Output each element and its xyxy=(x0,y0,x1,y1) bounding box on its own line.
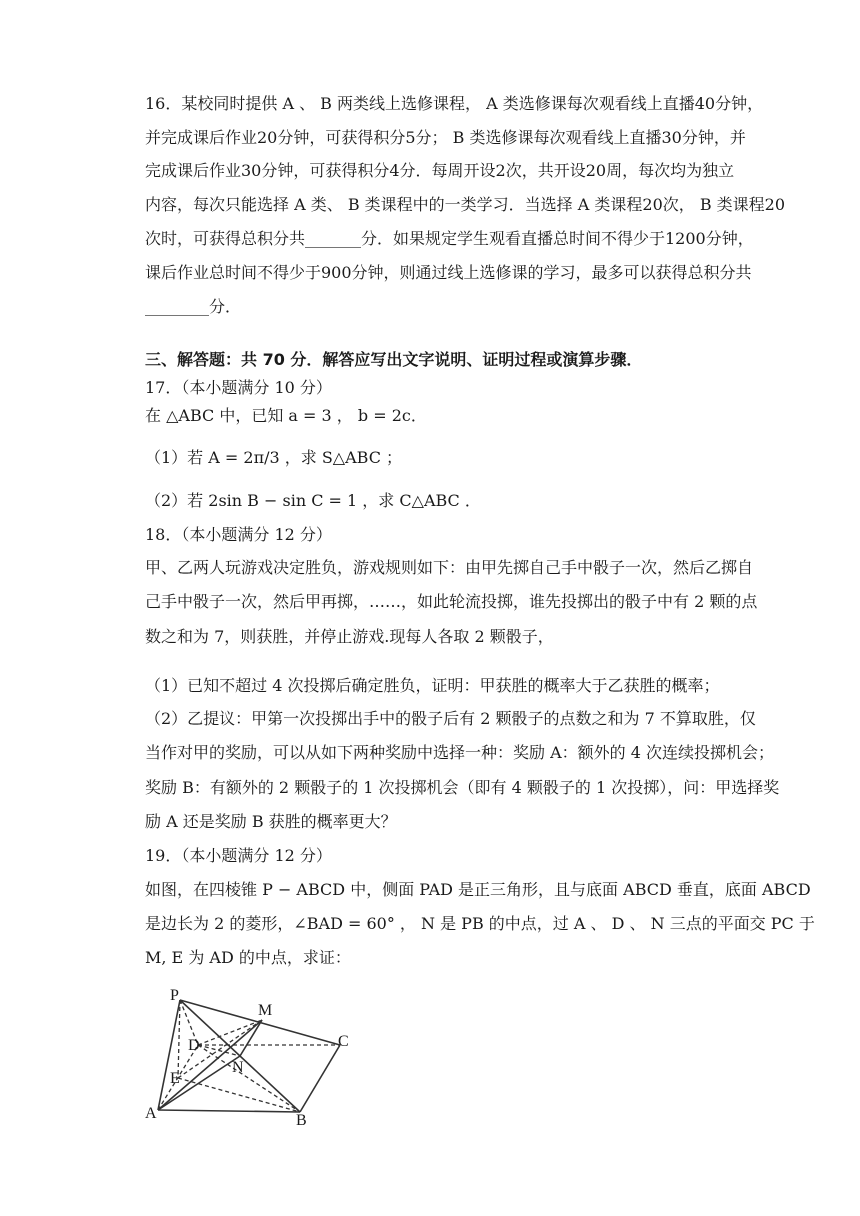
edge-PD xyxy=(180,1000,198,1045)
q18-part1: （1）已知不超过 4 次投掷后确定胜负，证明：甲获胜的概率大于乙获胜的概率； xyxy=(145,676,720,695)
edge-DN xyxy=(198,1045,240,1056)
edge-MN xyxy=(240,1020,262,1056)
edge-AM xyxy=(158,1020,262,1110)
q18-title: 18．（本小题满分 12 分） xyxy=(145,525,332,544)
q19-line-1: 如图，在四棱锥 P − ABCD 中，侧面 PAD 是正三角形，且与底面 ABCD 垂直，底面 ABCD xyxy=(145,880,811,899)
q17-part2: （2）若 2sin B − sin C = 1 ，求 C△ABC ． xyxy=(145,491,481,510)
edge-EB xyxy=(178,1078,300,1112)
q18-line-1: 甲、乙两人玩游戏决定胜负，游戏规则如下：由甲先掷自己手中骰子一次，然后乙掷自 xyxy=(145,558,754,577)
edge-BC xyxy=(300,1045,340,1112)
q18-line-2: 己手中骰子一次，然后甲再掷，……，如此轮流投掷，谁先投掷出的骰子中有 2 颗的点 xyxy=(145,592,758,611)
q16-line-2: 并完成课后作业20分钟，可获得积分5分； B 类选修课每次观看线上直播30分钟，并 xyxy=(145,128,746,147)
q19-title: 19．（本小题满分 12 分） xyxy=(145,846,332,865)
q16-line-7: ________分． xyxy=(145,297,242,316)
edge-AB xyxy=(158,1110,300,1112)
label-D: D xyxy=(188,1037,200,1054)
q18-line-3: 数之和为 7，则获胜，并停止游戏.现每人各取 2 颗骰子， xyxy=(145,627,554,646)
label-C: C xyxy=(338,1033,349,1050)
q16-line-4: 内容，每次只能选择 A 类、 B 类课程中的一类学习．当选择 A 类课程20次， B 类课程20 xyxy=(145,195,786,214)
edge-AD xyxy=(158,1045,198,1110)
label-M: M xyxy=(258,1002,273,1019)
label-A: A xyxy=(145,1105,157,1122)
edge-DB xyxy=(198,1045,300,1112)
edge-AN xyxy=(158,1056,240,1110)
q16-line-3: 完成课后作业30分钟，可获得积分4分．每周开设2次，共开设20周，每次均为独立 xyxy=(145,161,735,180)
q18-part2-line-3: 奖励 B：有额外的 2 颗骰子的 1 次投掷机会（即有 4 颗骰子的 1 次投掷），问：甲选择奖 xyxy=(145,778,780,797)
q18-part2-line-2: 当作对甲的奖励，可以从如下两种奖励中选择一种：奖励 A：额外的 4 次连续投掷机会； xyxy=(145,743,774,762)
q17-part1: （1）若 A = 2π/3 ，求 S△ABC ； xyxy=(145,448,403,467)
edge-PC xyxy=(180,1000,340,1045)
label-B: B xyxy=(296,1112,307,1129)
q18-part2-line-4: 励 A 还是奖励 B 获胜的概率更大？ xyxy=(145,812,397,831)
edge-EM xyxy=(178,1020,262,1078)
section-3-heading: 三、解答题：共 70 分．解答应写出文字说明、证明过程或演算步骤． xyxy=(145,350,643,369)
q17-title: 17．（本小题满分 10 分） xyxy=(145,378,332,397)
q19-line-2: 是边长为 2 的菱形，∠BAD = 60° ， N 是 PB 的中点，过 A 、 D 、 N 三点的平面交 PC 于 xyxy=(145,914,815,933)
q16-line-1: 16．某校同时提供 A 、 B 两类线上选修课程， A 类选修课每次观看线上直播40分钟， xyxy=(145,94,764,113)
q16-line-6: 课后作业总时间不得少于900分钟，则通过线上选修课的学习，最多可以获得总积分共 xyxy=(145,263,752,282)
q16-line-5: 次时，可获得总积分共_______分．如果规定学生观看直播总时间不得少于1200分钟， xyxy=(145,229,754,248)
q17-intro: 在 △ABC 中，已知 a = 3 ， b = 2c． xyxy=(145,406,427,425)
q18-part2-line-1: （2）乙提议：甲第一次投掷出手中的骰子后有 2 颗骰子的点数之和为 7 不算取胜，仅 xyxy=(145,709,756,728)
q19-line-3: M, E 为 AD 的中点，求证： xyxy=(145,948,351,967)
edge-DM xyxy=(198,1020,262,1045)
label-N: N xyxy=(232,1059,244,1076)
edge-PE xyxy=(178,1000,180,1078)
label-E: E xyxy=(170,1070,180,1087)
label-P: P xyxy=(170,987,179,1004)
edge-PB xyxy=(180,1000,300,1112)
edge-PA xyxy=(158,1000,180,1110)
